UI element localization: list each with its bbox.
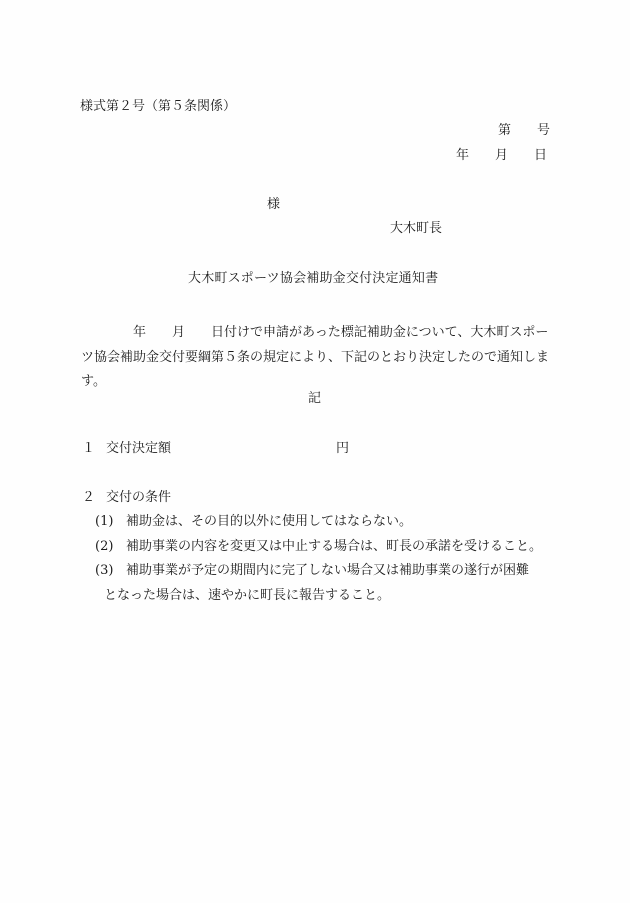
item-number: １ <box>82 441 96 456</box>
date-day: 日 <box>534 148 548 163</box>
condition-label: (1) <box>95 514 114 529</box>
item-label: 交付決定額 <box>106 441 172 456</box>
document-number-suffix: 号 <box>537 123 551 138</box>
body-month: 月 <box>172 325 186 340</box>
body-text: 日付けで申請があった標記補助金について、大木町スポーツ協会補助金交付要綱第５条の規定により、下記のとおり決定したので通知します。 <box>81 325 550 389</box>
document-date <box>456 149 547 162</box>
item-number: ２ <box>82 490 96 505</box>
yen-unit: 円 <box>336 441 350 456</box>
item-conditions <box>82 491 171 504</box>
document-number <box>498 124 550 137</box>
ki-heading: 記 <box>308 391 322 406</box>
sender: 大木町長 <box>390 221 443 236</box>
item-grant-amount <box>82 441 350 456</box>
condition-label: (3) <box>95 563 114 578</box>
condition-text-continuation: となった場合は、速やかに町長に報告すること。 <box>104 587 391 603</box>
addressee: 様 <box>267 197 281 212</box>
document-number-prefix: 第 <box>498 123 512 138</box>
form-number: 様式第２号（第５条関係） <box>80 99 237 114</box>
body-year: 年 <box>133 325 147 340</box>
date-year: 年 <box>456 148 470 163</box>
item-label: 交付の条件 <box>106 490 172 505</box>
date-month: 月 <box>495 148 509 163</box>
condition-2 <box>95 535 555 560</box>
document-title: 大木町スポーツ協会補助金交付決定通知書 <box>188 271 439 286</box>
condition-3 <box>95 559 555 608</box>
body-paragraph <box>81 321 551 395</box>
condition-text: 補助事業が予定の期間内に完了しない場合又は補助事業の遂行が困難 <box>126 563 530 578</box>
condition-label: (2) <box>95 539 114 554</box>
condition-1 <box>95 510 555 535</box>
condition-text: 補助金は、その目的以外に使用してはならない。 <box>126 514 413 529</box>
condition-text: 補助事業の内容を変更又は中止する場合は、町長の承諾を受けること。 <box>126 539 543 554</box>
